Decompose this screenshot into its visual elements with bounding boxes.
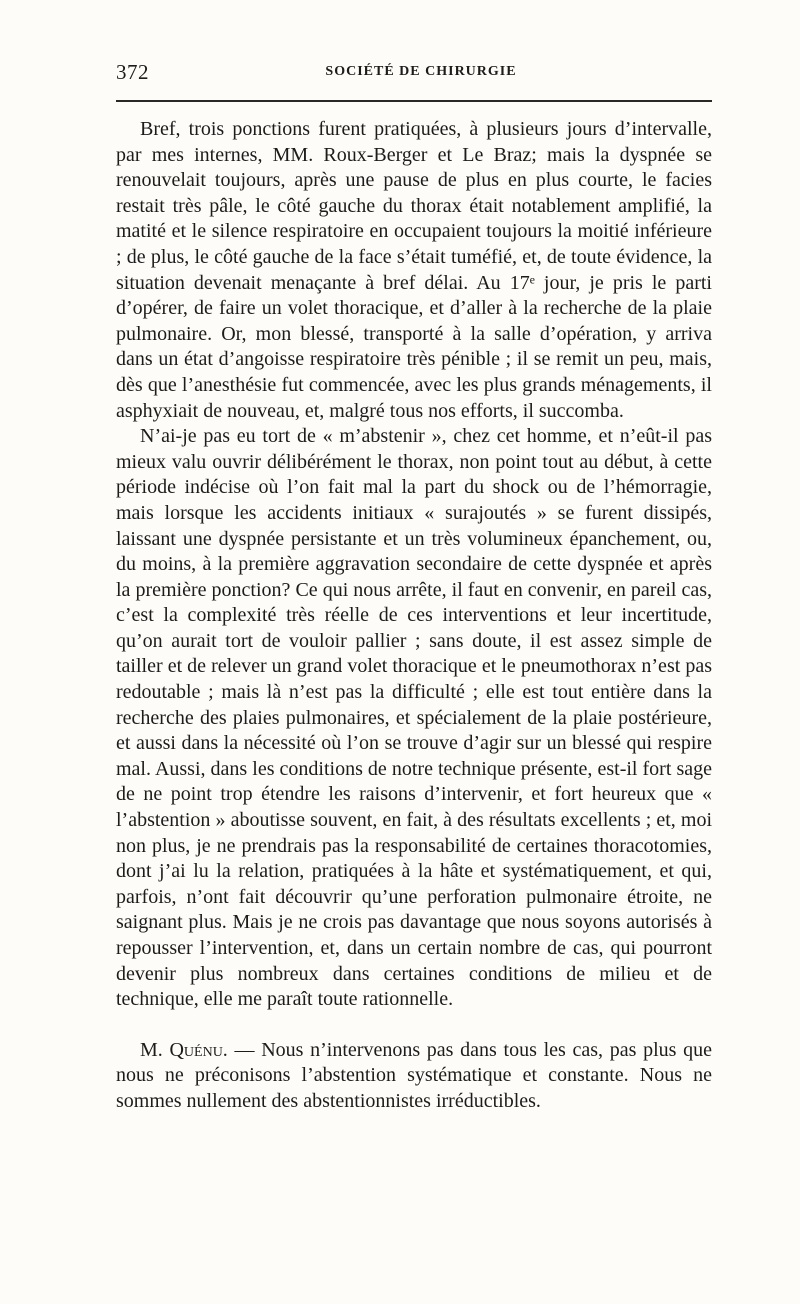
running-head [116,58,712,90]
page-number: 372 [116,60,149,84]
paragraph-discussion: N’ai-je pas eu tort de « m’abstenir », chez cet homme, et n’eût-il pas mieux valu ouvrir délibérément le thorax, non point tout au début, à cette période indécise où l’on fait mal la part du shock ou de l’hémorragie, mais lorsque les accidents initiaux « surajoutés » se furent dissipés, laissant une dyspnée persistante et un très volumineux épanchement, ou, du moins, à la première aggravation secondaire de cette dyspnée et après la première ponction? Ce qui nous arrête, il faut en convenir, en pareil cas, c’est la complexité très réelle de ces interventions et leur incertitude, qu’on aurait tort de vouloir pallier ; sans doute, il est assez simple de tailler et de relever un grand volet thoracique et le pneumothorax n’est pas redoutable ; mais là n’est pas la difficulté ; elle est tout entière dans la recherche des plaies pulmonaires, et spécialement de la plaie postérieure, et aussi dans la nécessité où l’on se trouve d’agir sur un blessé qui respire mal. Aussi, dans les conditions de notre technique présente, est-il fort sage de ne point trop étendre les raisons d’intervenir, et fort heureux que « l’abstention » aboutisse souvent, en fait, à des résultats excellents ; et, moi non plus, je ne prendrais pas la responsabilité de certaines thoracotomies, dont j’ai lu la relation, pratiquées à la hâte et systématiquement, et qui, parfois, n’ont fait découvrir qu’une perforation pulmonaire étroite, ne saignant plus. Mais je ne crois pas davantage que nous soyons autorisés à repousser l’intervention, et, dans un certain nombre de cas, qui pourront devenir plus nombreux dans certaines conditions de milieu et de technique, elle me paraît toute rationnelle. [116,425,712,1011]
paragraph-speaker-quenu [116,1038,712,1115]
body-text [116,117,712,1115]
running-title: SOCIÉTÉ DE CHIRURGIE [325,64,517,79]
speaker-name: M. Quénu. [140,1038,228,1061]
header-rule [116,100,712,102]
paragraph-case-report: Bref, trois ponctions furent pratiquées, à plusieurs jours d’intervalle, par mes internes, MM. Roux-Berger et Le Braz; mais la dyspnée se renouvelait toujours, après une pause de plus en plus courte, le facies restait très pâle, le côté gauche du thorax était notablement amplifié, la matité et le silence respiratoire en occupaient toujours la moitié inférieure ; de plus, le côté gauche de la face s’était tuméfié, et, de toute évidence, la situation devenait menaçante à bref délai. Au 17ᵉ jour, je pris le parti d’opérer, de faire un volet thoracique, et d’aller à la recherche de la plaie pulmonaire. Or, mon blessé, transporté à la salle d’opération, y arriva dans un état d’angoisse respiratoire très pénible ; il se remit un peu, mais, dès que l’anesthésie fut commencée, avec les plus grands ménagements, il asphyxiait de nouveau, et, malgré tous nos efforts, il succomba. [116,118,712,422]
speaker-text: — Nous n’intervenons pas dans tous les cas, pas plus que nous ne préconisons l’abstention systématique et constante. Nous ne sommes nullement des abstentionnistes irréductibles. [116,1038,712,1112]
